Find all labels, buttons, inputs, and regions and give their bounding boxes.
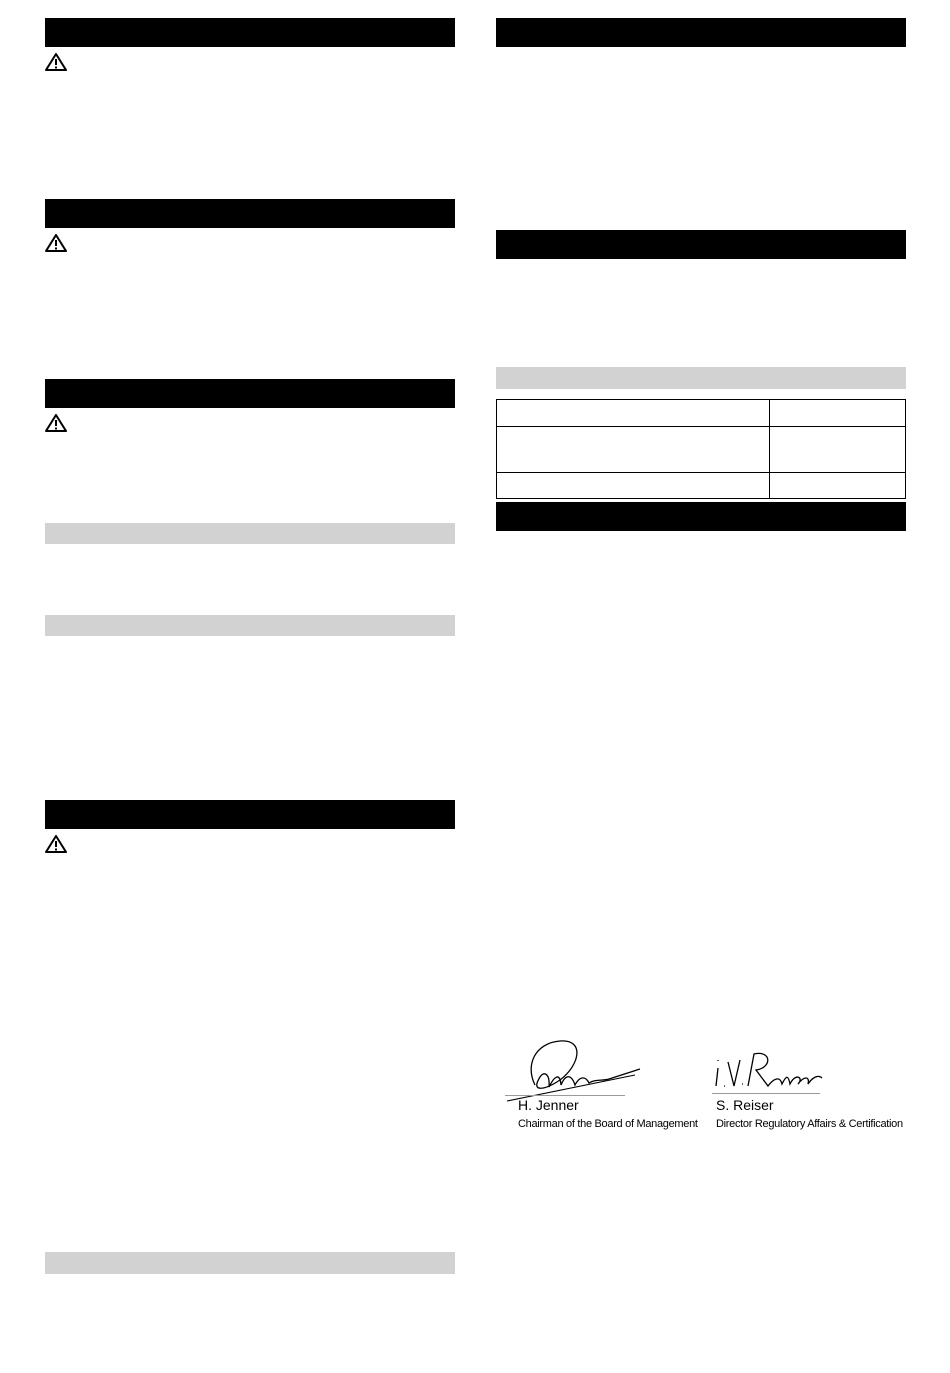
signer-title: Director Regulatory Affairs & Certification: [716, 1118, 903, 1130]
table-cell: [770, 473, 906, 499]
table-row: [497, 427, 906, 473]
spec-table: [496, 399, 906, 499]
warning-triangle-icon: [45, 234, 67, 252]
section-header-7: [496, 502, 906, 531]
subsection-header-2: [45, 615, 455, 636]
signature-line: [505, 1095, 625, 1096]
section-header-2: [45, 199, 455, 228]
section-header-3: [45, 379, 455, 408]
signature-reiser: [712, 1048, 832, 1093]
warning-triangle-icon: [45, 835, 67, 853]
table-row: [497, 473, 906, 499]
table-cell: [497, 473, 770, 499]
signer-name: H. Jenner: [518, 1097, 579, 1113]
table-row: [497, 400, 906, 427]
section-header-5: [496, 18, 906, 47]
subsection-header-3: [45, 1252, 455, 1274]
table-cell: [770, 427, 906, 473]
section-header-4: [45, 800, 455, 829]
section-header-6: [496, 230, 906, 259]
subsection-header-1: [45, 523, 455, 544]
subsection-header-4: [496, 367, 906, 389]
table-cell: [770, 400, 906, 427]
section-header-1: [45, 18, 455, 47]
signature-line: [712, 1093, 820, 1094]
table-cell: [497, 400, 770, 427]
signer-title: Chairman of the Board of Management: [518, 1118, 698, 1130]
warning-triangle-icon: [45, 53, 67, 71]
table-cell: [497, 427, 770, 473]
signer-name: S. Reiser: [716, 1097, 774, 1113]
warning-triangle-icon: [45, 414, 67, 432]
